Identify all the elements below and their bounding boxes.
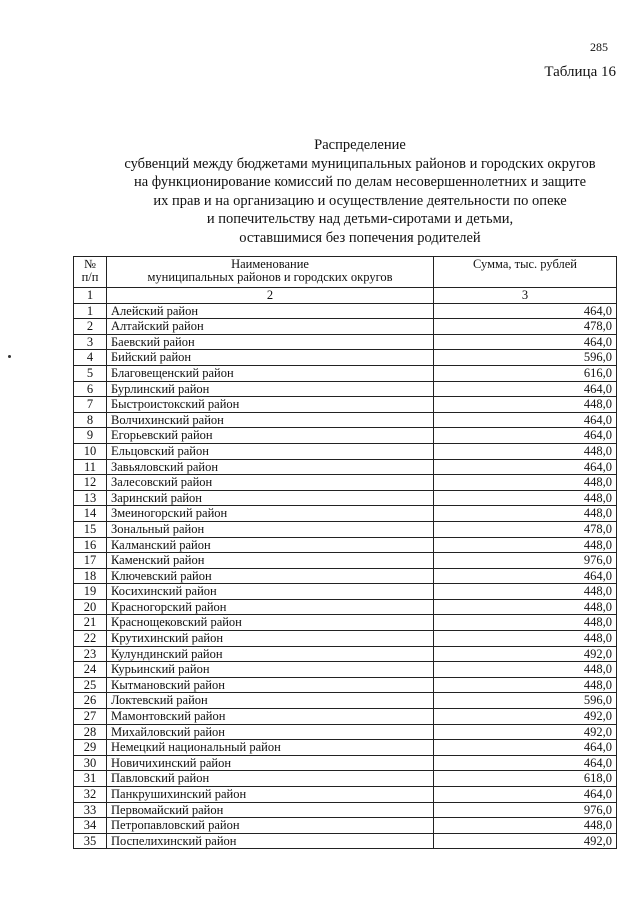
table-row <box>74 740 617 756</box>
table-row <box>74 833 617 849</box>
table-row <box>74 631 617 647</box>
row-name-cell: Калманский район <box>107 537 434 553</box>
row-sum-cell: 464,0 <box>434 459 617 475</box>
column-index-cell: 1 <box>74 288 107 304</box>
row-name-cell: Краснощековский район <box>107 615 434 631</box>
row-sum-cell: 448,0 <box>434 475 617 491</box>
row-sum-cell: 492,0 <box>434 724 617 740</box>
table-row <box>74 771 617 787</box>
header-name <box>107 257 434 288</box>
row-sum-cell: 448,0 <box>434 615 617 631</box>
row-name-cell: Каменский район <box>107 553 434 569</box>
row-name-cell: Бийский район <box>107 350 434 366</box>
table-row <box>74 475 617 491</box>
row-number-cell: 1 <box>74 303 107 319</box>
column-index-cell: 3 <box>434 288 617 304</box>
page-number: 285 <box>590 40 608 54</box>
row-sum-cell: 464,0 <box>434 381 617 397</box>
table-row <box>74 615 617 631</box>
row-number-cell: 31 <box>74 771 107 787</box>
row-sum-cell: 448,0 <box>434 490 617 506</box>
row-number-cell: 27 <box>74 709 107 725</box>
table-row <box>74 506 617 522</box>
scan-artifact-dot <box>8 355 11 358</box>
table-header-row <box>74 257 617 288</box>
row-sum-cell: 448,0 <box>434 818 617 834</box>
row-number-cell: 19 <box>74 584 107 600</box>
row-name-cell: Красногорский район <box>107 599 434 615</box>
row-sum-cell: 448,0 <box>434 677 617 693</box>
row-name-cell: Бурлинский район <box>107 381 434 397</box>
row-name-cell: Новичихинский район <box>107 755 434 771</box>
row-number-cell: 17 <box>74 553 107 569</box>
header-sum: Сумма, тыс. рублей <box>434 257 617 288</box>
row-sum-cell: 478,0 <box>434 521 617 537</box>
row-name-cell: Завьяловский район <box>107 459 434 475</box>
row-number-cell: 13 <box>74 490 107 506</box>
title-line: и попечительству над детьми-сиротами и детьми, <box>206 211 514 227</box>
row-number-cell: 25 <box>74 677 107 693</box>
table-label: Таблица 16 <box>544 64 616 80</box>
row-number-cell: 18 <box>74 568 107 584</box>
title-line: их прав и на организацию и осуществление деятельности по опеке <box>153 192 567 209</box>
row-sum-cell: 464,0 <box>434 568 617 584</box>
title-line: Распределение <box>314 137 406 153</box>
table-row <box>74 677 617 693</box>
row-sum-cell: 596,0 <box>434 350 617 366</box>
title-line: субвенций между бюджетами муниципальных районов и городских округов <box>124 155 596 172</box>
row-name-cell: Поспелихинский район <box>107 833 434 849</box>
table-row <box>74 568 617 584</box>
table-row <box>74 443 617 459</box>
row-number-cell: 4 <box>74 350 107 366</box>
row-name-cell: Петропавловский район <box>107 818 434 834</box>
table-row <box>74 709 617 725</box>
table-row <box>74 397 617 413</box>
header-number-line1: № <box>84 257 96 271</box>
row-name-cell: Ключевский район <box>107 568 434 584</box>
row-number-cell: 7 <box>74 397 107 413</box>
table-row <box>74 365 617 381</box>
table-body <box>74 288 617 849</box>
table-row <box>74 537 617 553</box>
table-row <box>74 412 617 428</box>
row-sum-cell: 478,0 <box>434 319 617 335</box>
row-sum-cell: 464,0 <box>434 755 617 771</box>
row-number-cell: 30 <box>74 755 107 771</box>
table-row <box>74 755 617 771</box>
row-name-cell: Алейский район <box>107 303 434 319</box>
row-name-cell: Курьинский район <box>107 662 434 678</box>
row-number-cell: 11 <box>74 459 107 475</box>
table-row <box>74 319 617 335</box>
row-number-cell: 20 <box>74 599 107 615</box>
row-sum-cell: 464,0 <box>434 303 617 319</box>
row-sum-cell: 464,0 <box>434 428 617 444</box>
row-sum-cell: 976,0 <box>434 802 617 818</box>
table-row <box>74 662 617 678</box>
row-name-cell: Локтевский район <box>107 693 434 709</box>
row-number-cell: 14 <box>74 506 107 522</box>
row-number-cell: 8 <box>74 412 107 428</box>
row-sum-cell: 492,0 <box>434 833 617 849</box>
row-number-cell: 35 <box>74 833 107 849</box>
table-row <box>74 693 617 709</box>
table-row <box>74 787 617 803</box>
row-sum-cell: 448,0 <box>434 443 617 459</box>
row-name-cell: Змеиногорский район <box>107 506 434 522</box>
header-name-line2: муниципальных районов и городских округов <box>147 270 393 284</box>
row-sum-cell: 448,0 <box>434 599 617 615</box>
row-name-cell: Первомайский район <box>107 802 434 818</box>
row-number-cell: 22 <box>74 631 107 647</box>
row-sum-cell: 448,0 <box>434 631 617 647</box>
table-row <box>74 599 617 615</box>
row-name-cell: Алтайский район <box>107 319 434 335</box>
header-number <box>74 257 107 288</box>
row-sum-cell: 492,0 <box>434 646 617 662</box>
row-name-cell: Зональный район <box>107 521 434 537</box>
row-number-cell: 15 <box>74 521 107 537</box>
row-sum-cell: 616,0 <box>434 365 617 381</box>
title-line: на функционирование комиссий по делам несовершеннолетних и защите <box>133 174 587 190</box>
row-sum-cell: 448,0 <box>434 506 617 522</box>
row-name-cell: Залесовский район <box>107 475 434 491</box>
row-name-cell: Быстроистокский район <box>107 397 434 413</box>
table-row <box>74 553 617 569</box>
row-number-cell: 10 <box>74 443 107 459</box>
document-title <box>60 136 640 247</box>
row-name-cell: Крутихинский район <box>107 631 434 647</box>
table-row <box>74 459 617 475</box>
table-row <box>74 350 617 366</box>
row-number-cell: 5 <box>74 365 107 381</box>
row-number-cell: 12 <box>74 475 107 491</box>
row-name-cell: Кытмановский район <box>107 677 434 693</box>
row-name-cell: Баевский район <box>107 334 434 350</box>
row-name-cell: Панкрушихинский район <box>107 787 434 803</box>
table-row <box>74 334 617 350</box>
row-sum-cell: 492,0 <box>434 709 617 725</box>
table-row <box>74 724 617 740</box>
row-sum-cell: 464,0 <box>434 334 617 350</box>
row-name-cell: Кулундинский район <box>107 646 434 662</box>
table-row <box>74 646 617 662</box>
row-name-cell: Михайловский район <box>107 724 434 740</box>
header-number-line2: п/п <box>81 270 99 284</box>
row-number-cell: 23 <box>74 646 107 662</box>
table-row <box>74 584 617 600</box>
row-number-cell: 6 <box>74 381 107 397</box>
table-row <box>74 381 617 397</box>
table-row <box>74 428 617 444</box>
row-number-cell: 24 <box>74 662 107 678</box>
row-sum-cell: 464,0 <box>434 412 617 428</box>
row-name-cell: Мамонтовский район <box>107 709 434 725</box>
row-number-cell: 29 <box>74 740 107 756</box>
row-sum-cell: 448,0 <box>434 537 617 553</box>
row-sum-cell: 464,0 <box>434 740 617 756</box>
row-name-cell: Немецкий национальный район <box>107 740 434 756</box>
row-sum-cell: 596,0 <box>434 693 617 709</box>
row-number-cell: 28 <box>74 724 107 740</box>
row-number-cell: 32 <box>74 787 107 803</box>
column-index-cell: 2 <box>107 288 434 304</box>
row-sum-cell: 448,0 <box>434 584 617 600</box>
row-sum-cell: 448,0 <box>434 662 617 678</box>
distribution-table <box>73 256 617 849</box>
table-row <box>74 521 617 537</box>
row-number-cell: 2 <box>74 319 107 335</box>
row-number-cell: 3 <box>74 334 107 350</box>
row-name-cell: Егорьевский район <box>107 428 434 444</box>
row-name-cell: Павловский район <box>107 771 434 787</box>
table-row <box>74 303 617 319</box>
row-name-cell: Заринский район <box>107 490 434 506</box>
table-row <box>74 802 617 818</box>
row-name-cell: Ельцовский район <box>107 443 434 459</box>
row-number-cell: 16 <box>74 537 107 553</box>
row-name-cell: Волчихинский район <box>107 412 434 428</box>
row-sum-cell: 618,0 <box>434 771 617 787</box>
row-number-cell: 34 <box>74 818 107 834</box>
title-line: оставшимися без попечения родителей <box>239 229 481 246</box>
row-name-cell: Косихинский район <box>107 584 434 600</box>
table-row <box>74 490 617 506</box>
row-name-cell: Благовещенский район <box>107 365 434 381</box>
row-sum-cell: 448,0 <box>434 397 617 413</box>
column-index-row <box>74 288 617 304</box>
row-number-cell: 33 <box>74 802 107 818</box>
header-name-line1: Наименование <box>231 257 309 271</box>
row-number-cell: 26 <box>74 693 107 709</box>
row-number-cell: 21 <box>74 615 107 631</box>
row-sum-cell: 464,0 <box>434 787 617 803</box>
row-sum-cell: 976,0 <box>434 553 617 569</box>
row-number-cell: 9 <box>74 428 107 444</box>
table-row <box>74 818 617 834</box>
